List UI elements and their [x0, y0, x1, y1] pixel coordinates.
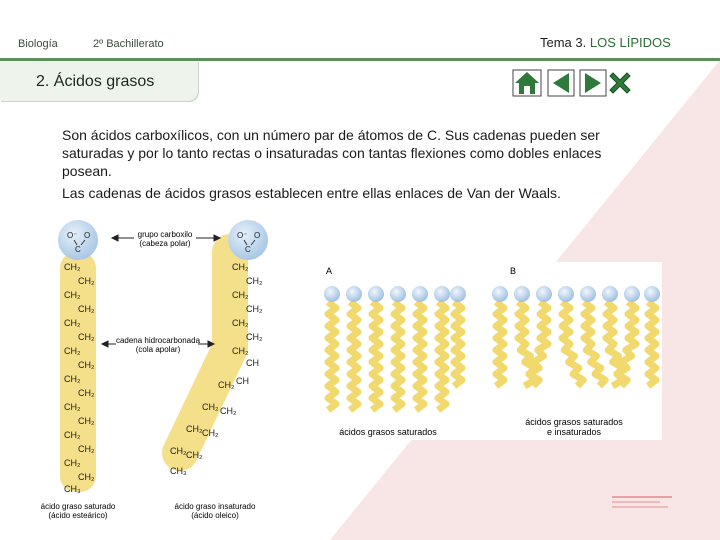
svg-text:CH₃: CH₃ [64, 484, 81, 494]
section-title: 2. Ácidos grasos [36, 73, 155, 90]
panel-a-label: A [326, 266, 333, 276]
svg-text:CH₂: CH₂ [64, 458, 81, 468]
svg-text:CH₂: CH₂ [202, 402, 219, 412]
polar-head [580, 286, 596, 302]
caption-a: ácidos grasos saturados [339, 427, 437, 437]
topic-title [540, 35, 671, 50]
svg-text:O: O [254, 231, 261, 240]
svg-text:CH₂: CH₂ [218, 380, 235, 390]
saturated-chain-band [60, 252, 96, 492]
svg-text:CH₂: CH₂ [78, 304, 95, 314]
svg-text:CH₂: CH₂ [78, 472, 95, 482]
unsaturated-caption-1: ácido graso insaturado [174, 502, 256, 511]
polar-label-1: grupo carboxilo [137, 230, 193, 239]
polar-head [644, 286, 660, 302]
caption-b-2: e insaturados [546, 427, 602, 437]
svg-text:CH₂: CH₂ [232, 318, 249, 328]
svg-text:CH₂: CH₂ [232, 290, 249, 300]
svg-text:CH₂: CH₂ [78, 332, 95, 342]
saturated-head [58, 220, 98, 260]
publisher-logo [610, 494, 674, 512]
svg-text:CH₂: CH₂ [64, 346, 81, 356]
polar-head [602, 286, 618, 302]
chain-label-1: cadena hidrocarbonada [115, 336, 201, 345]
svg-text:C: C [245, 245, 251, 254]
paragraph-1: Son ácidos carboxílicos, con un número par de átomos de C. Sus cadenas pueden ser saturadas y por lo tanto rectas o insaturadas con tantas flexiones como dobles enlaces posean. [62, 127, 602, 179]
svg-text:CH₂: CH₂ [246, 304, 263, 314]
polar-label-2: (cabeza polar) [139, 239, 191, 248]
subject-label: Biología [18, 38, 58, 50]
unsaturated-head [228, 220, 268, 260]
svg-text:CH: CH [236, 376, 249, 386]
svg-text:CH₂: CH₂ [64, 430, 81, 440]
svg-text:CH₂: CH₂ [78, 416, 95, 426]
svg-text:CH₂: CH₂ [202, 428, 219, 438]
svg-text:CH₂: CH₂ [64, 318, 81, 328]
svg-text:CH₂: CH₂ [78, 276, 95, 286]
topic-name: LOS LÍPIDOS [589, 35, 671, 50]
svg-text:CH₂: CH₂ [186, 424, 203, 434]
polar-head [514, 286, 530, 302]
svg-text:C: C [75, 245, 81, 254]
polar-head [434, 286, 450, 302]
svg-text:CH₂: CH₂ [186, 450, 203, 460]
panel-b-label: B [510, 266, 517, 276]
svg-text:CH₂: CH₂ [220, 406, 237, 416]
unsaturated-caption-2: (ácido oleico) [191, 511, 239, 520]
body-text [62, 126, 632, 206]
saturated-caption-2: (ácido esteárico) [48, 511, 108, 520]
svg-text:CH₂: CH₂ [170, 446, 187, 456]
svg-text:CH₂: CH₂ [78, 360, 95, 370]
polar-head [412, 286, 428, 302]
polar-head [346, 286, 362, 302]
fatty-acid-molecules-figure [30, 218, 280, 526]
section-title-tab [0, 61, 198, 101]
polar-head [536, 286, 552, 302]
svg-text:CH₂: CH₂ [232, 346, 249, 356]
svg-text:CH₂: CH₂ [64, 290, 81, 300]
svg-text:O: O [84, 231, 91, 240]
home-icon[interactable] [512, 69, 542, 97]
polar-head [390, 286, 406, 302]
svg-text:CH₂: CH₂ [232, 262, 249, 272]
svg-text:CH₂: CH₂ [64, 262, 81, 272]
polar-head [324, 286, 340, 302]
svg-text:CH₂: CH₂ [64, 374, 81, 384]
svg-text:CH₂: CH₂ [78, 444, 95, 454]
svg-text:CH₃: CH₃ [170, 466, 187, 476]
previous-icon[interactable] [547, 69, 575, 97]
saturated-caption-1: ácido graso saturado [40, 502, 116, 511]
svg-text:CH₂: CH₂ [246, 276, 263, 286]
caption-b-1: ácidos grasos saturados [525, 417, 623, 427]
svg-text:CH₂: CH₂ [64, 402, 81, 412]
svg-text:CH₂: CH₂ [78, 388, 95, 398]
course-label: 2º Bachillerato [93, 38, 164, 50]
polar-head [492, 286, 508, 302]
paragraph-2: Las cadenas de ácidos grasos establecen entre ellas enlaces de Van der Waals. [62, 185, 561, 201]
unsaturated-chain-band [180, 252, 230, 453]
svg-text:CH: CH [246, 358, 259, 368]
polar-head [558, 286, 574, 302]
polar-head [624, 286, 640, 302]
topic-prefix: Tema 3. [540, 35, 590, 50]
polar-head [368, 286, 384, 302]
chain-label-2: (cola apolar) [135, 345, 181, 354]
polar-head [450, 286, 466, 302]
svg-text:O⁻: O⁻ [237, 231, 248, 240]
fatty-acid-packing-figure [318, 262, 662, 440]
next-icon[interactable] [579, 69, 607, 97]
svg-text:O⁻: O⁻ [67, 231, 78, 240]
svg-text:CH₂: CH₂ [246, 332, 263, 342]
close-icon[interactable] [606, 69, 634, 97]
